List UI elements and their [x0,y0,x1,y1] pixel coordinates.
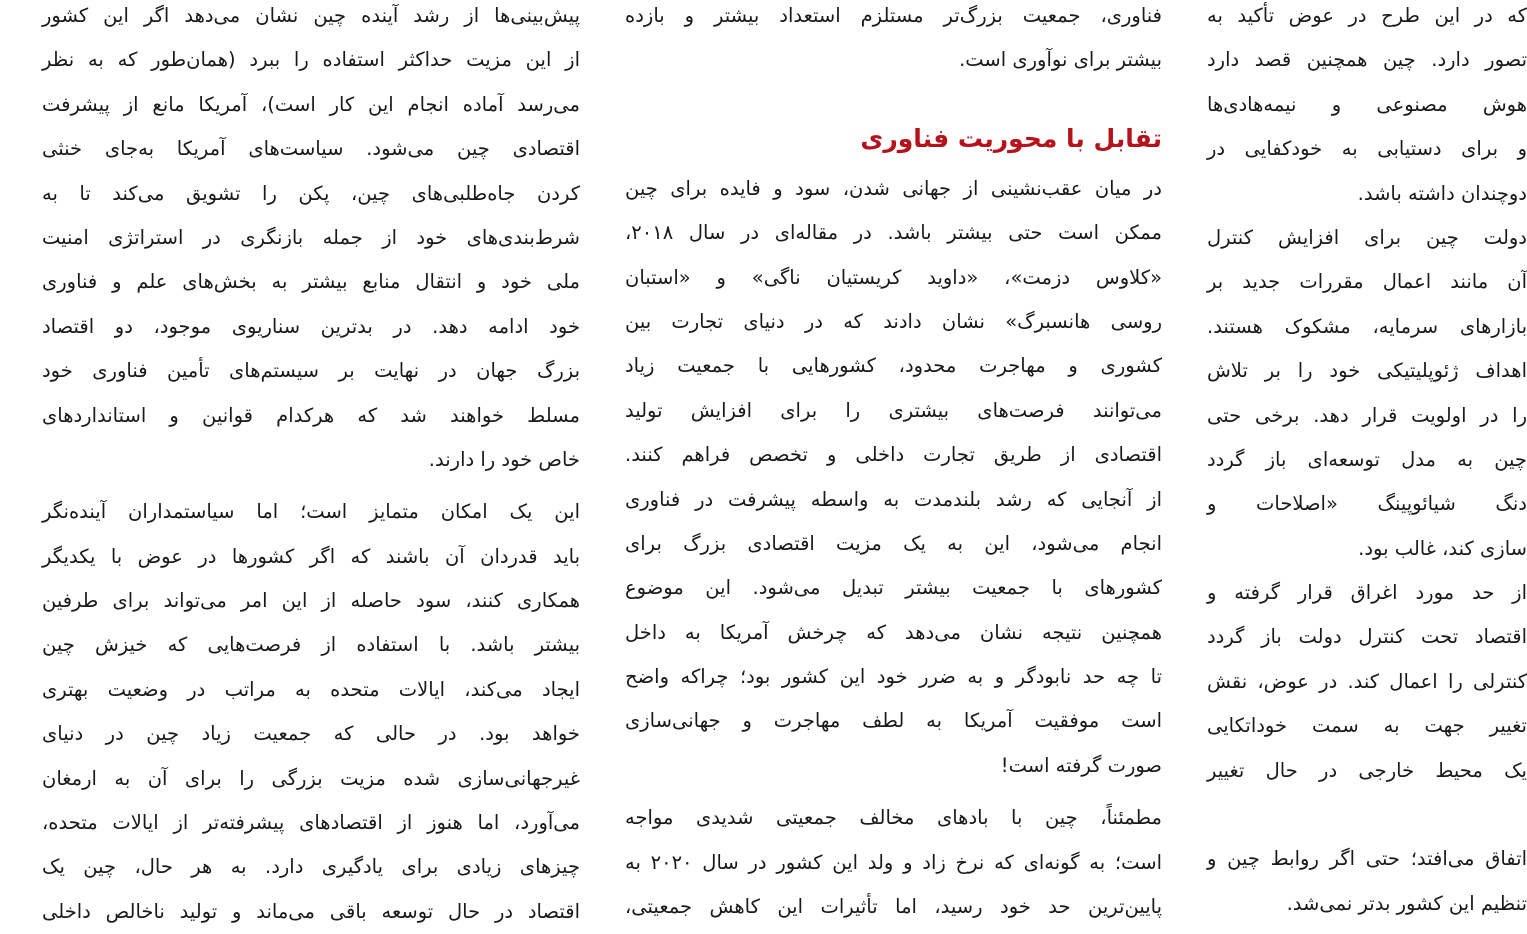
text-line: تا چه حد نابودگر و به ضرر خود این کشور بود؛ چراکه واضح [625,665,1162,689]
text-line [1207,793,1527,837]
text-line: دنگ شیائوپینگ «اصلاحات و [1207,492,1527,516]
text-line: یک محیط خارجی در حال تغییر [1207,758,1527,782]
text-line: روسی هانسبرگ» نشان دادند که در دنیای تجارت بین [625,309,1162,333]
text-line: تنظیم این کشور بدتر نمی‌شد. [1286,891,1527,915]
text-line: فناوری، جمعیت بزرگ‌تر مستلزم استعداد بیشتر و بازده [625,4,1162,27]
text-line: که در این طرح در عوض تأکید به [1207,4,1527,27]
text-line: از این مزیت حداکثر استفاده را ببرد (همان‌طور که به نظر [42,48,580,72]
text-line: ممکن است حتی بیشتر باشد. در مقاله‌ای در سال ۲۰۱۸، [625,221,1162,245]
text-line: کردن جاه‌طلبی‌های چین، پکن را تشویق می‌کند تا به [42,181,580,205]
section-heading: تقابل با محوریت فناوری [860,123,1162,153]
article-column-right [1207,0,1527,926]
text-line: مسلط خواهند شد که هرکدام قوانین و استانداردهای [42,403,580,427]
text-line: انجام می‌شود، این به یک مزیت اقتصادی بزرگ برای [625,531,1162,555]
text-line: این یک امکان متمایز است؛ اما سیاستمداران آینده‌نگر [42,500,580,524]
text-line: ملی خود و انتقال منابع بیشتر به بخش‌های علم و فناوری [42,270,580,294]
text-line: کنترلی را اعمال کند. در عوض، نقش [1207,669,1527,693]
text-line: پایین‌ترین حد خود رسید، اما تأثیرات این کاهش جمعیتی، [625,895,1162,919]
text-line: می‌توانند فرصت‌های بیشتری را برای افزایش تولید [625,398,1162,422]
text-line: اقتصادی از طریق تجارت داخلی و تخصص فراهم کنند. [625,443,1162,467]
text-line: است موفقیت آمریکا به لطف مهاجرت و جهانی‌سازی [625,709,1162,733]
text-line: اتفاق می‌افتد؛ حتی اگر روابط چین و [1207,847,1527,871]
text-line: در میان عقب‌نشینی از جهانی شدن، سود و فایده برای چین [625,176,1162,200]
text-line: می‌رسد آماده انجام این کار است)، آمریکا مانع از پیشرفت [42,92,580,116]
text-line: چیزهای زیادی برای یادگیری دارد. به هر حال، چین یک [42,855,580,879]
text-line: دولت چین برای افزایش کنترل [1207,225,1527,249]
text-line: کشورهای با جمعیت بیشتر تبدیل می‌شود. این موضوع [625,576,1162,600]
text-line: سازی کند، غالب بود. [1358,536,1527,560]
text-line: از حد مورد اغراق قرار گرفته و [1207,581,1527,605]
text-line: آن مانند اعمال مقررات جدید بر [1207,270,1527,294]
text-line: خاص خود را دارند. [428,447,580,471]
text-line: اهداف ژئوپلیتیکی خود را بر تلاش [1207,359,1527,383]
text-line: تغییر جهت به سمت خوداتکایی [1207,714,1527,738]
text-line: غیرجهانی‌سازی شده مزیت بزرگی را برای آن به ارمغان [42,766,580,790]
text-line: پیش‌بینی‌ها از رشد آینده چین نشان می‌دهد اگر این کشور [42,4,580,27]
text-line: مطمئناً، چین با بادهای مخالف جمعیتی شدیدی مواجه [625,806,1162,830]
text-line: و برای دستیابی به خودکفایی در [1207,137,1527,161]
text-line: چین به مدل توسعه‌ای باز گردد [1207,447,1527,471]
text-line: اقتصاد تحت کنترل دولت باز گردد [1207,625,1527,649]
text-line: همکاری کنند، سود حاصله از این امر می‌تواند برای طرفین [42,589,580,613]
text-line: بیشتر برای نوآوری است. [959,48,1162,72]
text-line: بیشتر باشد. با استفاده از فرصت‌هایی که خیزش چین [42,633,580,657]
text-line: «کلاوس دزمت»، «داوید کریستیان ناگی» و «استبان [625,265,1162,289]
text-line: بازارهای سرمایه، مشکوک هستند. [1207,314,1527,338]
text-line: خود ادامه دهد. در بدترین سناریوی موجود، دو اقتصاد [42,314,580,338]
text-line: بزرگ جهان در نهایت بر سیستم‌های تأمین فناوری خود [42,359,580,383]
text-line: هوش مصنوعی و نیمه‌هادی‌ها [1207,92,1527,116]
text-line: است؛ به گونه‌ای که نرخ زاد و ولد این کشور در سال ۲۰۲۰ به [625,850,1162,874]
text-line: همچنین نتیجه نشان می‌دهد که چرخش آمریکا به داخل [625,620,1162,644]
article-column-left [42,0,580,934]
text-line: از آنجایی که رشد بلندمدت به واسطه پیشرفت در فناوری [625,487,1162,511]
article-column-right-cropped [1207,0,1527,933]
text-line: کشوری و مهاجرت محدود، کشورهایی با جمعیت زیاد [625,354,1162,378]
text-line: اقتصادی چین می‌شود. سیاست‌های آمریکا به‌جای خنثی [42,137,580,161]
text-line: را در اولویت قرار دهد. برخی حتی [1207,403,1527,427]
text-line: می‌آورد، اما هنوز از اقتصادهای پیشرفته‌تر از ایالات متحده، [42,811,580,835]
text-line: تصور دارد. چین همچنین قصد دارد [1207,48,1527,72]
text-line: دوچندان داشته باشد. [1357,181,1527,205]
text-line: اقتصاد در حال توسعه باقی می‌ماند و تولید ناخالص داخلی [42,899,580,923]
text-line: ایجاد می‌کند، ایالات متحده به مراتب در وضعیت بهتری [42,677,580,701]
article-column-middle [625,0,1162,929]
text-line: شرط‌بندی‌های خود از جمله بازنگری در استراتژی امنیت [42,225,580,249]
text-line: خواهد بود. در حالی که جمعیت زیاد چین در دنیای [42,722,580,746]
text-line: صورت گرفته است! [1000,753,1162,777]
text-line: باید قدردان آن باشند که اگر کشورها در عوض با یکدیگر [42,544,580,568]
